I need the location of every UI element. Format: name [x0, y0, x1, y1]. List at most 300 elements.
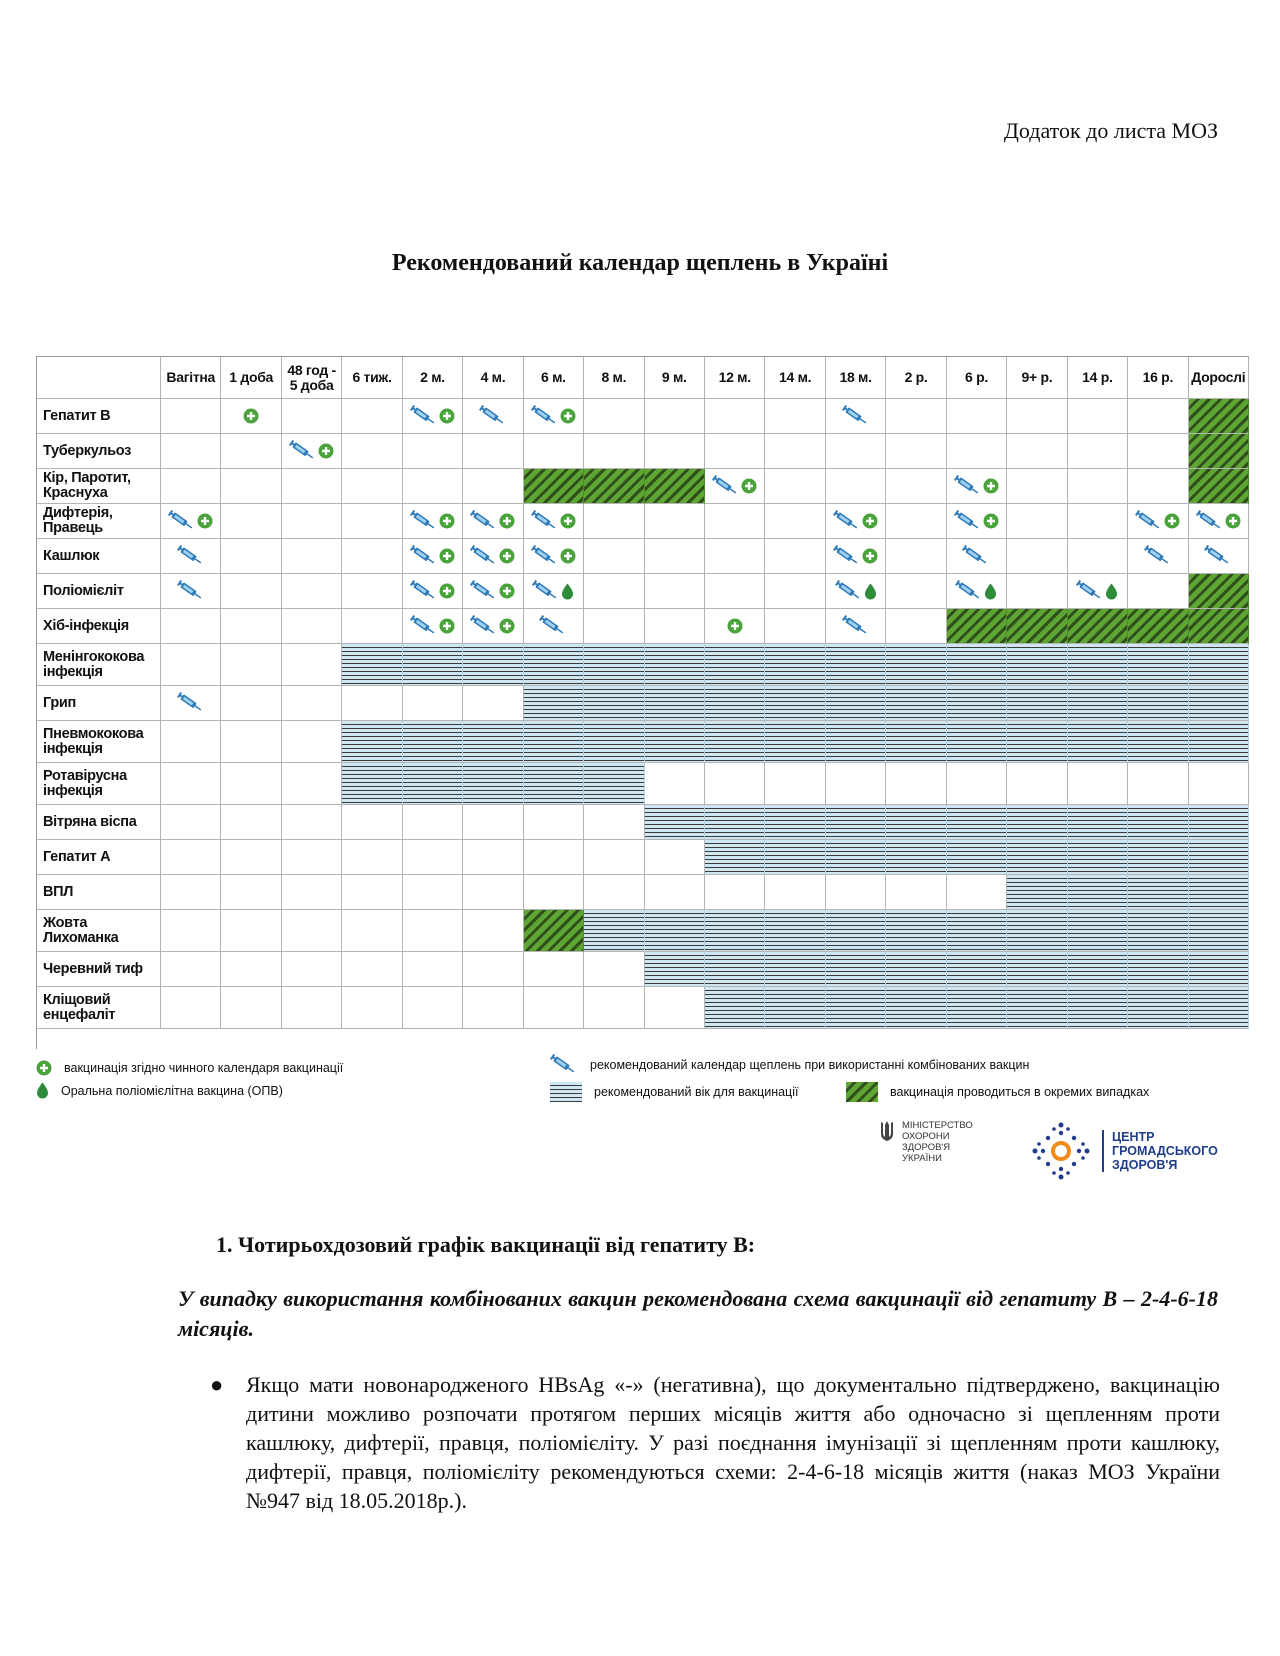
disease-name: Кір, Паротит, Краснуха	[37, 469, 161, 504]
plus-icon	[318, 443, 334, 459]
schedule-cell	[403, 539, 463, 574]
schedule-cell	[886, 434, 946, 469]
schedule-cell	[282, 721, 342, 763]
schedule-cell	[886, 840, 946, 875]
schedule-cell	[1189, 987, 1249, 1029]
syringe-icon	[410, 405, 438, 427]
schedule-cell	[765, 910, 825, 952]
schedule-cell	[221, 644, 281, 686]
schedule-cell	[645, 399, 705, 434]
schedule-cell	[1189, 875, 1249, 910]
schedule-cell	[342, 574, 402, 609]
schedule-cell	[947, 539, 1007, 574]
schedule-cell	[1128, 574, 1188, 609]
schedule-cell	[463, 987, 523, 1029]
schedule-cell	[342, 910, 402, 952]
age-header: 14 м.	[765, 357, 825, 399]
schedule-cell	[765, 840, 825, 875]
schedule-cell	[584, 469, 644, 504]
schedule-cell	[645, 952, 705, 987]
schedule-cell	[342, 763, 402, 805]
schedule-cell	[282, 644, 342, 686]
legend-rec-label: рекомендований вік для вакцинації	[594, 1085, 799, 1099]
schedule-cell	[463, 399, 523, 434]
schedule-cell	[826, 910, 886, 952]
dose-icons	[1076, 580, 1118, 602]
schedule-cell	[1068, 805, 1128, 840]
syringe-icon	[955, 580, 983, 602]
dose-icons	[954, 475, 999, 497]
schedule-cell	[221, 952, 281, 987]
age-header: 9+ р.	[1007, 357, 1067, 399]
schedule-cell	[221, 504, 281, 539]
dose-icons	[842, 405, 870, 427]
schedule-cell	[221, 910, 281, 952]
age-header: 1 доба	[221, 357, 281, 399]
schedule-cell	[282, 952, 342, 987]
schedule-cell	[1189, 574, 1249, 609]
schedule-cell	[1068, 434, 1128, 469]
schedule-cell	[886, 910, 946, 952]
schedule-cell	[826, 504, 886, 539]
schedule-cell	[403, 399, 463, 434]
plus-icon	[36, 1060, 52, 1076]
legend-syringe-label: рекомендований календар щеплень при використанні комбінованих вакцин	[590, 1058, 1030, 1072]
schedule-cell	[886, 952, 946, 987]
schedule-cell	[826, 805, 886, 840]
schedule-cell	[826, 469, 886, 504]
dose-icons	[842, 615, 870, 637]
schedule-cell	[826, 574, 886, 609]
syringe-icon	[833, 510, 861, 532]
syringe-icon	[539, 615, 567, 637]
schedule-cell	[1128, 875, 1188, 910]
schedule-cell	[1189, 805, 1249, 840]
syringe-icon	[1204, 545, 1232, 567]
schedule-cell	[221, 469, 281, 504]
dose-icons	[1196, 510, 1241, 532]
disease-name: Хіб-інфекція	[37, 609, 161, 644]
moz-logo-text: МІНІСТЕРСТВО ОХОРОНИ ЗДОРОВ'Я УКРАЇНИ	[902, 1120, 973, 1164]
schedule-cell	[826, 721, 886, 763]
schedule-cell	[1128, 763, 1188, 805]
schedule-cell	[705, 644, 765, 686]
legend-spec-label: вакцинація проводиться в окремих випадках	[890, 1085, 1150, 1099]
schedule-cell	[221, 434, 281, 469]
schedule-cell	[1068, 644, 1128, 686]
schedule-cell	[886, 721, 946, 763]
dose-icons	[531, 510, 576, 532]
schedule-cell	[584, 539, 644, 574]
schedule-cell	[282, 469, 342, 504]
schedule-cell	[1068, 721, 1128, 763]
schedule-cell	[1189, 686, 1249, 721]
schedule-cell	[161, 840, 221, 875]
schedule-cell	[463, 469, 523, 504]
schedule-cell	[463, 539, 523, 574]
dose-icons	[1204, 545, 1232, 567]
schedule-cell	[765, 875, 825, 910]
plus-icon	[439, 618, 455, 634]
dose-icons	[470, 580, 515, 602]
schedule-cell	[403, 875, 463, 910]
schedule-cell	[463, 686, 523, 721]
schedule-cell	[947, 644, 1007, 686]
syringe-icon	[410, 510, 438, 532]
schedule-cell	[705, 987, 765, 1029]
schedule-cell	[947, 469, 1007, 504]
moz-logo	[880, 1120, 972, 1164]
dose-icons	[727, 618, 743, 634]
schedule-cell	[1068, 763, 1128, 805]
schedule-cell	[765, 609, 825, 644]
dose-icons	[954, 510, 999, 532]
schedule-cell	[947, 875, 1007, 910]
schedule-cell	[765, 434, 825, 469]
dose-icons	[479, 405, 507, 427]
legend-rec	[550, 1082, 798, 1102]
bullet-paragraph	[210, 1370, 1220, 1515]
schedule-cell	[584, 840, 644, 875]
schedule-cell	[403, 609, 463, 644]
schedule-cell	[705, 504, 765, 539]
dose-icons	[410, 510, 455, 532]
schedule-cell	[705, 840, 765, 875]
schedule-cell	[1128, 434, 1188, 469]
schedule-cell	[826, 952, 886, 987]
schedule-cell	[1128, 952, 1188, 987]
schedule-cell	[403, 469, 463, 504]
schedule-cell	[403, 721, 463, 763]
age-header: 8 м.	[584, 357, 644, 399]
logos	[880, 1120, 1220, 1190]
age-header: 12 м.	[705, 357, 765, 399]
schedule-cell	[161, 875, 221, 910]
schedule-cell	[221, 574, 281, 609]
schedule-cell	[645, 644, 705, 686]
schedule-cell	[645, 539, 705, 574]
schedule-cell	[886, 399, 946, 434]
age-header: 6 м.	[524, 357, 584, 399]
plus-icon	[499, 513, 515, 529]
schedule-cell	[705, 574, 765, 609]
age-header: 16 р.	[1128, 357, 1188, 399]
schedule-cell	[1007, 469, 1067, 504]
schedule-cell	[826, 840, 886, 875]
schedule-cell	[221, 875, 281, 910]
syringe-icon	[835, 580, 863, 602]
schedule-cell	[886, 504, 946, 539]
schedule-cell	[524, 399, 584, 434]
schedule-cell	[765, 805, 825, 840]
schedule-cell	[765, 469, 825, 504]
schedule-cell	[826, 539, 886, 574]
schedule-cell	[1007, 504, 1067, 539]
schedule-cell	[645, 763, 705, 805]
schedule-cell	[1007, 840, 1067, 875]
syringe-icon	[1076, 580, 1104, 602]
drop-icon	[36, 1082, 49, 1099]
schedule-cell	[463, 721, 523, 763]
schedule-cell	[282, 910, 342, 952]
schedule-cell	[645, 609, 705, 644]
schedule-cell	[221, 840, 281, 875]
schedule-cell	[1068, 574, 1128, 609]
schedule-cell	[342, 686, 402, 721]
schedule-cell	[765, 721, 825, 763]
schedule-cell	[161, 686, 221, 721]
schedule-cell	[645, 721, 705, 763]
syringe-icon	[410, 580, 438, 602]
drop-icon	[1105, 583, 1118, 600]
schedule-cell	[886, 469, 946, 504]
schedule-cell	[524, 644, 584, 686]
schedule-cell	[282, 686, 342, 721]
schedule-cell	[584, 763, 644, 805]
schedule-cell	[1189, 609, 1249, 644]
dose-icons	[243, 408, 259, 424]
schedule-cell	[1189, 539, 1249, 574]
schedule-cell	[947, 805, 1007, 840]
schedule-cell	[403, 952, 463, 987]
schedule-cell	[524, 686, 584, 721]
schedule-cell	[1007, 952, 1067, 987]
schedule-cell	[1189, 910, 1249, 952]
age-header: Дорослі	[1189, 357, 1249, 399]
schedule-cell	[403, 910, 463, 952]
disease-name: ВПЛ	[37, 875, 161, 910]
disease-name: Черевний тиф	[37, 952, 161, 987]
dose-icons	[712, 475, 757, 497]
schedule-cell	[403, 574, 463, 609]
plus-icon	[439, 513, 455, 529]
dose-icons	[1144, 545, 1172, 567]
schedule-cell	[1068, 469, 1128, 504]
schedule-cell	[645, 987, 705, 1029]
schedule-cell	[1189, 504, 1249, 539]
schedule-cell	[584, 910, 644, 952]
schedule-cell	[221, 399, 281, 434]
schedule-cell	[826, 987, 886, 1029]
schedule-cell	[282, 805, 342, 840]
schedule-cell	[765, 504, 825, 539]
schedule-cell	[1128, 840, 1188, 875]
age-header: 18 м.	[826, 357, 886, 399]
schedule-cell	[1189, 469, 1249, 504]
schedule-cell	[886, 805, 946, 840]
schedule-cell	[1189, 840, 1249, 875]
schedule-cell	[161, 805, 221, 840]
dose-icons	[962, 545, 990, 567]
schedule-cell	[584, 875, 644, 910]
schedule-cell	[765, 539, 825, 574]
drop-icon	[561, 583, 574, 600]
age-header: 2 м.	[403, 357, 463, 399]
schedule-cell	[342, 504, 402, 539]
dose-icons	[531, 545, 576, 567]
plus-icon	[862, 513, 878, 529]
schedule-cell	[282, 840, 342, 875]
schedule-cell	[584, 805, 644, 840]
schedule-cell	[826, 875, 886, 910]
syringe-icon	[177, 692, 205, 714]
schedule-cell	[765, 763, 825, 805]
schedule-cell	[403, 686, 463, 721]
disease-name: Ротавірусна інфекція	[37, 763, 161, 805]
schedule-cell	[1068, 539, 1128, 574]
schedule-cell	[1007, 987, 1067, 1029]
age-header: 9 м.	[645, 357, 705, 399]
schedule-cell	[1007, 910, 1067, 952]
schedule-cell	[524, 721, 584, 763]
schedule-cell	[221, 805, 281, 840]
vaccination-schedule-table	[36, 356, 1249, 1049]
schedule-cell	[1189, 763, 1249, 805]
plus-icon	[439, 408, 455, 424]
syringe-icon	[550, 1054, 578, 1076]
bullet-mark: ●	[210, 1372, 224, 1397]
legend-drop-label: Оральна поліомієлітна вакцина (ОПВ)	[61, 1083, 283, 1098]
schedule-cell	[524, 469, 584, 504]
dose-icons	[470, 545, 515, 567]
schedule-cell	[524, 539, 584, 574]
schedule-cell	[584, 686, 644, 721]
plus-icon	[727, 618, 743, 634]
schedule-cell	[463, 763, 523, 805]
disease-name: Дифтерія, Правець	[37, 504, 161, 539]
schedule-cell	[403, 840, 463, 875]
syringe-icon	[177, 580, 205, 602]
schedule-cell	[1007, 574, 1067, 609]
plus-icon	[1225, 513, 1241, 529]
schedule-cell	[705, 434, 765, 469]
dose-icons	[833, 545, 878, 567]
schedule-cell	[1189, 721, 1249, 763]
schedule-cell	[463, 805, 523, 840]
dose-icons	[168, 510, 213, 532]
schedule-cell	[705, 805, 765, 840]
bullet-text: Якщо мати новонародженого HBsAg «-» (негативна), що документально підтверджено, вакцинацію дитини можливо розпочати протягом перших місяців життя або одночасно зі щепленням проти кашлюку, дифтерії, правця, поліомієліту. У разі поєднання імунізації зі щепленням проти кашлюку, дифтерії, правця, поліомієліту рекомендуються схеми: 2-4-6-18 місяців життя (наказ МОЗ України №947 від 18.05.2018р.).	[246, 1372, 1220, 1513]
plus-icon	[560, 513, 576, 529]
schedule-cell	[705, 875, 765, 910]
dose-icons	[177, 545, 205, 567]
schedule-cell	[826, 434, 886, 469]
trident-icon	[880, 1120, 894, 1142]
schedule-cell	[947, 574, 1007, 609]
schedule-cell	[1189, 952, 1249, 987]
age-header: 6 тиж.	[342, 357, 402, 399]
schedule-cell	[1189, 399, 1249, 434]
schedule-cell	[765, 574, 825, 609]
disease-name: Пневмококова інфекція	[37, 721, 161, 763]
schedule-cell	[282, 987, 342, 1029]
schedule-cell	[524, 910, 584, 952]
schedule-cell	[1007, 721, 1067, 763]
age-header: 2 р.	[886, 357, 946, 399]
schedule-cell	[584, 434, 644, 469]
schedule-cell	[947, 434, 1007, 469]
schedule-cell	[947, 987, 1007, 1029]
schedule-cell	[1007, 686, 1067, 721]
schedule-cell	[161, 539, 221, 574]
schedule-cell	[584, 574, 644, 609]
schedule-cell	[645, 504, 705, 539]
schedule-cell	[947, 952, 1007, 987]
schedule-cell	[584, 952, 644, 987]
syringe-icon	[1135, 510, 1163, 532]
plus-icon	[741, 478, 757, 494]
schedule-cell	[342, 434, 402, 469]
schedule-cell	[947, 399, 1007, 434]
plus-icon	[499, 618, 515, 634]
schedule-cell	[1007, 644, 1067, 686]
schedule-cell	[826, 763, 886, 805]
cgz-logo-text: ЦЕНТР ГРОМАДСЬКОГО ЗДОРОВ'Я	[1102, 1130, 1218, 1172]
schedule-cell	[221, 609, 281, 644]
disease-name: Вітряна віспа	[37, 805, 161, 840]
plus-icon	[560, 408, 576, 424]
plus-icon	[1164, 513, 1180, 529]
schedule-cell	[1068, 987, 1128, 1029]
schedule-cell	[524, 504, 584, 539]
plus-icon	[439, 583, 455, 599]
schedule-cell	[1128, 469, 1188, 504]
disease-name: Кашлюк	[37, 539, 161, 574]
dose-icons	[177, 580, 205, 602]
schedule-cell	[1189, 434, 1249, 469]
schedule-cell	[524, 574, 584, 609]
schedule-cell	[826, 399, 886, 434]
age-header: 14 р.	[1068, 357, 1128, 399]
dose-icons	[470, 615, 515, 637]
schedule-cell	[947, 910, 1007, 952]
schedule-cell	[705, 609, 765, 644]
schedule-cell	[1128, 644, 1188, 686]
schedule-cell	[886, 763, 946, 805]
syringe-icon	[289, 440, 317, 462]
recommended-swatch	[550, 1082, 582, 1102]
schedule-cell	[645, 686, 705, 721]
dose-icons	[835, 580, 877, 602]
syringe-icon	[532, 580, 560, 602]
italic-note: У випадку використання комбінованих вакцин рекомендована схема вакцинації від гепатиту В – 2-4-6-18 місяців.	[178, 1286, 1218, 1341]
schedule-cell	[161, 504, 221, 539]
legend-plus-label: вакцинація згідно чинного календаря вакцинації	[64, 1061, 344, 1075]
schedule-cell	[463, 504, 523, 539]
plus-icon	[439, 548, 455, 564]
syringe-icon	[962, 545, 990, 567]
schedule-cell	[282, 574, 342, 609]
disease-name: Туберкульоз	[37, 434, 161, 469]
schedule-cell	[221, 721, 281, 763]
disease-name: Менінгококова інфекція	[37, 644, 161, 686]
schedule-cell	[403, 763, 463, 805]
schedule-cell	[524, 840, 584, 875]
section-heading: 1. Чотирьохдозовий графік вакцинації від гепатиту В:	[216, 1232, 756, 1257]
schedule-cell	[342, 875, 402, 910]
drop-icon	[864, 583, 877, 600]
schedule-cell	[705, 469, 765, 504]
schedule-cell	[342, 721, 402, 763]
schedule-cell	[765, 644, 825, 686]
schedule-cell	[1128, 987, 1188, 1029]
schedule-cell	[1128, 504, 1188, 539]
schedule-cell	[524, 805, 584, 840]
schedule-cell	[584, 644, 644, 686]
header-corner	[37, 357, 161, 399]
schedule-cell	[282, 504, 342, 539]
age-header: 6 р.	[947, 357, 1007, 399]
